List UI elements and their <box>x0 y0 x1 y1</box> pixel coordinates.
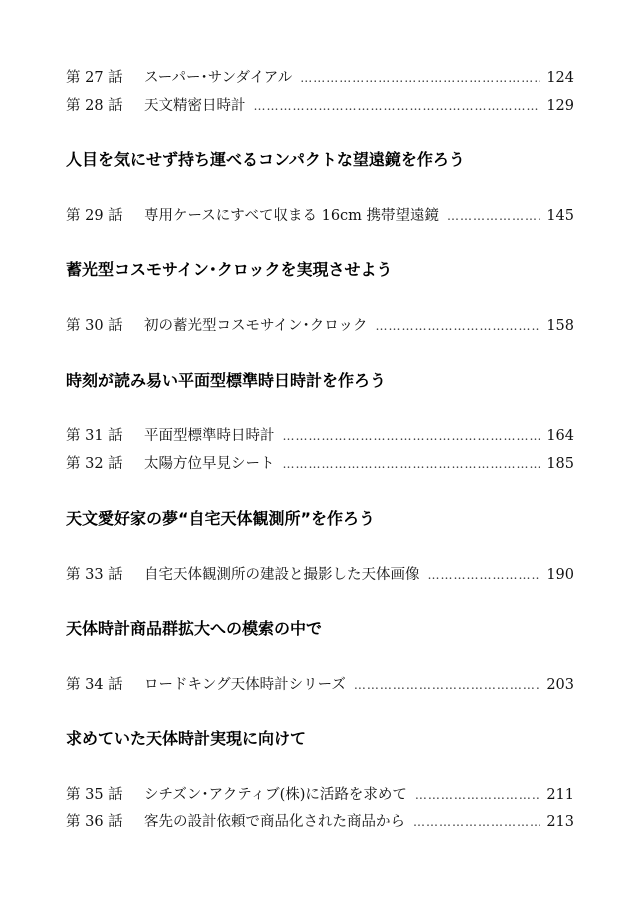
section-heading: 求めていた天体時計実現に向けて <box>66 729 307 748</box>
toc-entry <box>66 453 574 475</box>
chapter-number: 第 32 話 <box>66 456 123 472</box>
chapter-title: ロードキング天体時計シリーズ <box>144 677 346 693</box>
section-heading: 時刻が読み易い平面型標準時日時計を作ろう <box>66 371 387 390</box>
chapter-title: 客先の設計依頼で商品化された商品から <box>144 814 405 830</box>
section-heading: 天文愛好家の夢“自宅天体観測所”を作ろう <box>66 509 376 528</box>
page-number: 203 <box>546 677 574 693</box>
chapter-title: スーパー･サンダイアル <box>144 70 293 86</box>
page-number: 158 <box>546 318 574 334</box>
toc-entry <box>66 564 574 586</box>
chapter-title: 自宅天体観測所の建設と撮影した天体画像 <box>144 567 420 583</box>
dot-leader <box>254 95 541 117</box>
page-number: 185 <box>546 456 574 472</box>
chapter-title: 平面型標準時日時計 <box>144 428 275 444</box>
page-number: 164 <box>546 428 574 444</box>
section-heading: 人目を気にせず持ち運べるコンパクトな望遠鏡を作ろう <box>66 150 465 169</box>
section-heading: 天体時計商品群拡大への模索の中で <box>66 619 323 638</box>
section-heading: 蓄光型コスモサイン･クロックを実現させよう <box>66 260 393 279</box>
dot-leader <box>413 811 540 833</box>
chapter-number: 第 27 話 <box>66 70 123 86</box>
page-number: 124 <box>546 70 574 86</box>
chapter-number: 第 36 話 <box>66 814 123 830</box>
page-number: 129 <box>546 98 574 114</box>
dot-leader <box>283 425 541 447</box>
toc-entry <box>66 674 574 696</box>
toc-entry <box>66 67 574 89</box>
toc-entry <box>66 811 574 833</box>
chapter-title: 専用ケースにすべて収まる 16cm 携帯望遠鏡 <box>144 208 440 224</box>
page-number: 145 <box>546 208 574 224</box>
page-number: 211 <box>546 787 574 803</box>
chapter-title: 天文精密日時計 <box>144 98 246 114</box>
page-number: 213 <box>546 814 574 830</box>
dot-leader <box>283 453 541 475</box>
dot-leader <box>447 205 540 227</box>
toc-entry <box>66 784 574 806</box>
toc-entry <box>66 315 574 337</box>
chapter-title: 太陽方位早見シート <box>144 456 275 472</box>
dot-leader <box>300 67 540 89</box>
dot-leader <box>354 674 540 696</box>
chapter-number: 第 31 話 <box>66 428 123 444</box>
chapter-number: 第 29 話 <box>66 208 123 224</box>
chapter-number: 第 34 話 <box>66 677 123 693</box>
chapter-number: 第 35 話 <box>66 787 123 803</box>
chapter-number: 第 28 話 <box>66 98 123 114</box>
chapter-title: シチズン･アクティブ(株)に活路を求めて <box>144 787 407 803</box>
page-number: 190 <box>546 567 574 583</box>
toc-entry <box>66 95 574 117</box>
dot-leader <box>415 784 540 806</box>
dot-leader <box>428 564 541 586</box>
chapter-number: 第 30 話 <box>66 318 123 334</box>
toc-entry <box>66 205 574 227</box>
dot-leader <box>375 315 540 337</box>
chapter-number: 第 33 話 <box>66 567 123 583</box>
toc-entry <box>66 425 574 447</box>
chapter-title: 初の蓄光型コスモサイン･クロック <box>144 318 368 334</box>
